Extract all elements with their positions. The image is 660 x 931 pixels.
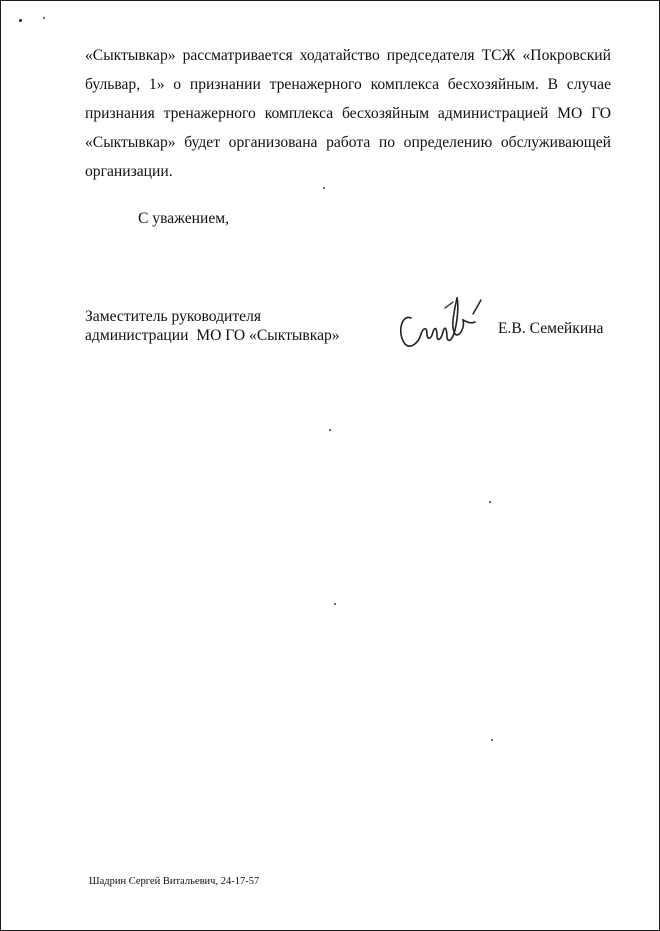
scan-speck: [334, 603, 336, 605]
letter-body-paragraph: «Сыктывкар» рассматривается ходатайство председателя ТСЖ «Покровский бульвар, 1» о признании тренажерного комплекса бесхозяйным. В случае признания тренажерного комплекса бесхозяйным администрацией МО ГО «Сыктывкар» будет организована работа по определению обслуживающей организации.: [85, 47, 611, 180]
scan-speck: [43, 17, 45, 19]
handwritten-signature: [393, 288, 493, 358]
signer-title-line: Заместитель руководителя: [85, 308, 262, 325]
signer-title: [85, 307, 340, 345]
scan-speck: [323, 187, 325, 189]
signer-title-line: администрации МО ГО «Сыктывкар»: [85, 327, 340, 344]
signer-name: Е.В. Семейкина: [498, 320, 604, 337]
footer-contact: Шадрин Сергей Витальевич, 24-17-57: [89, 876, 260, 887]
scan-speck: [489, 501, 491, 503]
scan-speck: [19, 19, 22, 22]
scan-speck: [329, 429, 331, 431]
scan-speck: [491, 739, 493, 741]
closing-salutation: С уважением,: [138, 210, 230, 227]
